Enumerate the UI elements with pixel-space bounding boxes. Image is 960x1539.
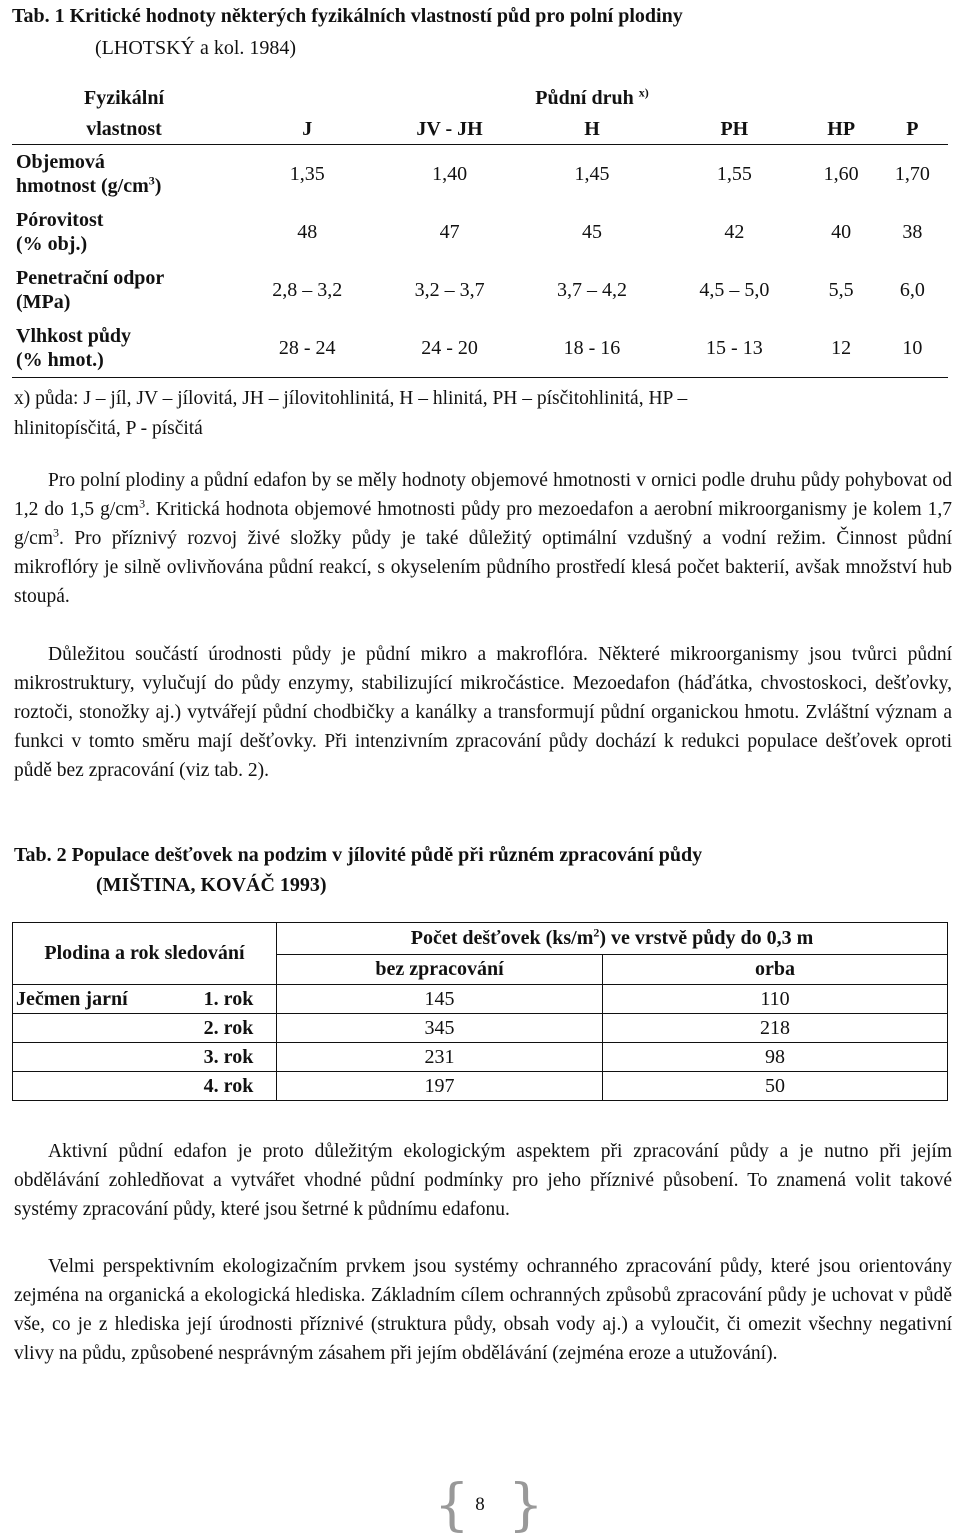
superscript: 2 xyxy=(593,925,600,940)
row-label-tail: ) xyxy=(154,175,162,197)
cell: 50 xyxy=(603,1072,948,1101)
cell: 1,35 xyxy=(289,162,325,185)
footnote-line2: hlinitopísčitá, P - písčitá xyxy=(14,418,203,439)
table-row xyxy=(12,319,948,378)
table2-caption xyxy=(14,840,702,900)
table2-caption-line1: Tab. 2 Populace dešťovek na podzim v jílovité půdě při různém zpracování půdy xyxy=(14,844,703,866)
superscript: 3 xyxy=(139,496,146,511)
count-header-text: Počet dešťovek (ks/m xyxy=(410,927,594,949)
cell: 10 xyxy=(877,319,948,378)
cell: 24 - 20 xyxy=(378,319,520,378)
cell: 12 xyxy=(806,319,877,378)
table1-column-header-row xyxy=(12,114,948,145)
table1-caption xyxy=(12,0,683,64)
paragraph-3 xyxy=(14,1137,952,1224)
row-label-sup: 3 xyxy=(148,173,155,188)
table1-caption-line2: (LHOTSKÝ a kol. 1984) xyxy=(95,37,297,59)
col-header: bez zpracování xyxy=(277,955,603,985)
paragraph-1-part2: . Kritická hodnota objemové hmotnosti půdy pro mezoedafon a aerobní mikroorganismy je kolem 1,7 g/cm xyxy=(14,499,952,549)
cell: 345 xyxy=(277,1014,603,1043)
row-label-line1: Penetrační odpor xyxy=(16,267,165,289)
crop-cell xyxy=(13,1014,182,1043)
table2 xyxy=(12,922,948,1101)
year-cell: 1. rok xyxy=(181,985,277,1014)
table1-group-header xyxy=(236,82,948,114)
paragraph-2 xyxy=(14,640,952,785)
cell: 98 xyxy=(603,1043,948,1072)
col-header: PH xyxy=(663,114,805,145)
table-row xyxy=(13,985,948,1014)
col-header: orba xyxy=(603,955,948,985)
table-row xyxy=(13,1014,948,1043)
left-brace-icon: { xyxy=(434,1473,470,1538)
crop-cell xyxy=(13,1043,182,1072)
cell: 40 xyxy=(831,220,852,243)
cell: 1,60 xyxy=(823,162,859,185)
table1 xyxy=(12,82,948,378)
table-row xyxy=(12,203,948,261)
col-header: HP xyxy=(806,114,877,145)
cell: 110 xyxy=(603,985,948,1014)
row-label-line2: (% hmot.) xyxy=(16,349,104,371)
table2-header-row xyxy=(13,923,948,955)
cell: 1,70 xyxy=(894,162,930,185)
col-header: H xyxy=(521,114,663,145)
table2-crop-header: Plodina a rok sledování xyxy=(13,923,277,985)
cell: 1,55 xyxy=(716,162,752,185)
cell: 218 xyxy=(603,1014,948,1043)
page-number: 8 xyxy=(475,1494,485,1515)
cell: 48 xyxy=(297,220,318,243)
cell: 1,40 xyxy=(432,162,468,185)
cell: 47 xyxy=(439,220,460,243)
cell: 1,45 xyxy=(574,162,610,185)
cell: 3,7 – 4,2 xyxy=(556,278,627,301)
cell: 231 xyxy=(277,1043,603,1072)
crop-cell xyxy=(13,1072,182,1101)
table1-prop-header-line2: vlastnost xyxy=(12,114,236,145)
table-row xyxy=(12,145,948,204)
table-row xyxy=(13,1043,948,1072)
col-header: JV - JH xyxy=(378,114,520,145)
group-header-text: Půdní druh xyxy=(535,86,634,109)
cell: 45 xyxy=(581,220,602,243)
cell: 6,0 xyxy=(899,278,925,301)
cell: 15 - 13 xyxy=(663,319,805,378)
table1-group-header-row xyxy=(12,82,948,114)
paragraph-2-text: Důležitou součástí úrodnosti půdy je půdní mikro a makroflóra. Některé mikroorganismy jsou tvůrci půdní mikrostruktury, vylučují do půdy enzymy, stabilizující mikročástice. Mezoedafon (háďátka, chvostoskoci, dešťovky, roztoči, stonožky aj.) vytvářejí půdní chodbičky a kanálky a transformují půdní organickou hmotu. Zvláštní význam a funkci v tomto směru mají dešťovky. Při intenzivním zpracování půdy dochází k redukci populace dešťovek oproti půdě bez zpracování (viz tab. 2). xyxy=(14,644,952,781)
row-label xyxy=(12,145,236,204)
row-label-line1: Pórovitost xyxy=(16,209,104,231)
year-cell: 4. rok xyxy=(181,1072,277,1101)
year-cell: 2. rok xyxy=(181,1014,277,1043)
table1-prop-header-line1: Fyzikální xyxy=(83,86,164,109)
col-header: J xyxy=(236,114,378,145)
right-brace-icon: } xyxy=(508,1473,544,1538)
cell: 2,8 – 3,2 xyxy=(272,278,343,301)
row-label xyxy=(12,261,236,319)
paragraph-1 xyxy=(14,466,952,611)
superscript: 3 xyxy=(53,525,59,540)
col-header: P xyxy=(877,114,948,145)
count-header-tail: ) ve vrstvě půdy do 0,3 m xyxy=(599,927,814,949)
cell: 28 - 24 xyxy=(236,319,378,378)
row-label-line2: (MPa) xyxy=(16,291,71,313)
year-cell: 3. rok xyxy=(181,1043,277,1072)
cell: 18 - 16 xyxy=(521,319,663,378)
row-label-line2: (% obj.) xyxy=(16,233,88,255)
cell: 145 xyxy=(277,985,603,1014)
row-label-line1: Vlhkost půdy xyxy=(16,325,132,347)
table1-caption-line1: Tab. 1 Kritické hodnoty některých fyzikálních vlastností půd pro polní plodiny xyxy=(12,5,683,27)
paragraph-1-part1: Pro polní plodiny a půdní edafon by se měly hodnoty objemové hmotnosti v ornici podle druhu půdy pohybovat od 1,2 do 1,5 g/cm xyxy=(14,470,952,520)
cell: 3,2 – 3,7 xyxy=(414,278,485,301)
table2-caption-line2: (MIŠTINA, KOVÁČ 1993) xyxy=(96,874,327,896)
table-row xyxy=(12,261,948,319)
cell: 42 xyxy=(724,220,745,243)
paragraph-4-text: Velmi perspektivním ekologizačním prvkem jsou systémy ochranného zpracování půdy, které jsou orientovány zejména na organická a ekologická hlediska. Základním cílem ochranných způsobů zpracování půdy je uchovat v půdě vše, co je z hlediska její úrodnosti příznivé (struktura půdy, obsah vody aj.) a vyloučit, či omezit všechny negativní vlivy na půdu, způsobené nesprávným zásahem při jejím obdělávání (zejména eroze a utužování). xyxy=(14,1256,952,1364)
row-label-line1: Objemová xyxy=(16,151,105,173)
row-label xyxy=(12,203,236,261)
row-label-line2: hmotnost (g/cm xyxy=(16,175,149,197)
cell: 5,5 xyxy=(828,278,854,301)
table2-count-header xyxy=(277,923,948,955)
table1-footnote xyxy=(14,384,934,444)
group-header-sup: x) xyxy=(638,84,649,99)
paragraph-1-part3: . Pro příznivý rozvoj živé složky půdy je také důležitý optimální vzdušný a vodní režim. Činnost půdní mikroflóry je silně ovlivňována půdní reakcí, s okyselením půdního prostředí klesá počet bakterií, avšak množství hub stoupá. xyxy=(14,528,952,607)
crop-cell: Ječmen jarní xyxy=(13,985,182,1014)
table-row xyxy=(13,1072,948,1101)
cell: 197 xyxy=(277,1072,603,1101)
row-label xyxy=(12,319,236,378)
cell: 4,5 – 5,0 xyxy=(699,278,770,301)
footnote-line1: x) půda: J – jíl, JV – jílovitá, JH – jílovitohlinitá, H – hlinitá, PH – písčitohlinitá, HP – xyxy=(14,388,688,409)
cell: 38 xyxy=(902,220,923,243)
paragraph-4 xyxy=(14,1252,952,1368)
paragraph-3-text: Aktivní půdní edafon je proto důležitým ekologickým aspektem při zpracování půdy a je nutno při jejím obdělávání zohledňovat a vytvářet vhodné půdní podmínky pro jeho příznivé působení. To znamená volit takové systémy zpracování půdy, které jsou šetrné k půdnímu edafonu. xyxy=(14,1141,952,1220)
